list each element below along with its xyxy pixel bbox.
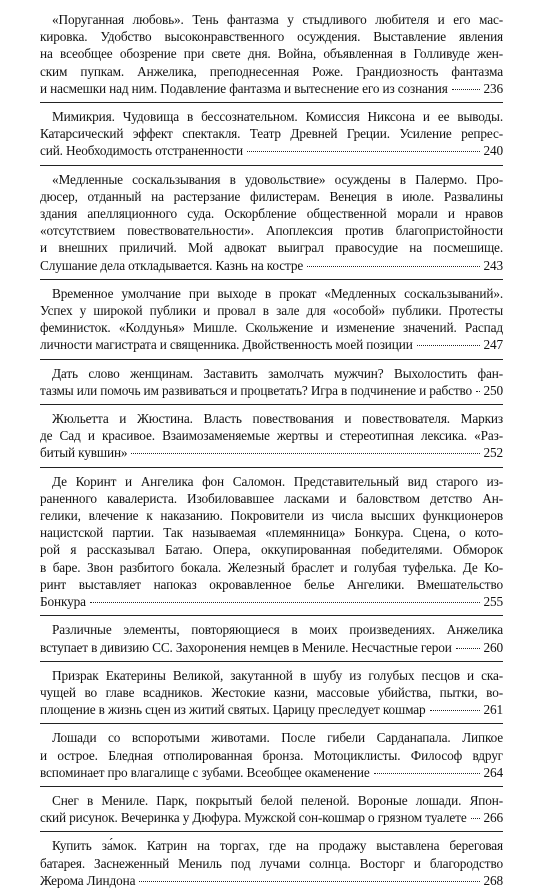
toc-entry-line — [40, 444, 503, 461]
toc-entry-line — [40, 257, 503, 274]
toc-entry-line: де Сад и красивое. Взаимозаменяемые жертвы и стереотипная лексика. «Раз- — [40, 428, 503, 444]
toc-entry[interactable] — [40, 786, 503, 831]
toc-entry-line: Призрак Екатерины Великой, закутанной в шубу из голубых песцов и ска- — [52, 667, 503, 683]
toc-entry-text: сий. Необходимость отстраненности — [40, 143, 243, 159]
toc-entry-line: в баре. Звон разбитого бокала. Железный браслет и голубая туфелька. Де Ко- — [40, 559, 503, 575]
toc-entry-line: и острое. Бледная отполированная бронза. Мотоциклисты. Философ вдруг — [40, 747, 503, 763]
toc-entry-text: площение в жизнь сцен из житий святых. Царицу преследует кошмар — [40, 702, 426, 718]
dot-leader — [307, 266, 479, 267]
toc-entry[interactable] — [40, 165, 503, 279]
page-number: 247 — [483, 337, 503, 353]
dot-leader — [430, 710, 480, 711]
toc-entry-line: Лошади со вспоротыми животами. После гибели Сарданапала. Липкое — [52, 730, 503, 746]
toc-entry-line: «отсутствием повествовательности». Апоплексия против благопристойности — [40, 223, 503, 239]
toc-entry-line: Различные элементы, повторяющиеся в моих произведениях. Анжелика — [52, 622, 503, 638]
toc-entry[interactable] — [40, 102, 503, 165]
toc-entry-line: Временное умолчание при выходе в прокат «Медленных соскальзываний». — [52, 285, 503, 301]
toc-entry-line — [40, 593, 503, 610]
toc-entry-text: вспоминает про влагалище с зубами. Всеобщее окаменение — [40, 764, 370, 780]
toc-entry-line: и внешних приличий. Мой адвокат выиграл правосудие на посмешище. — [40, 240, 503, 256]
toc-entry-line — [40, 142, 503, 159]
toc-entry[interactable] — [40, 359, 503, 404]
toc-entry-line: «Поруганная любовь». Тень фантазма у стыдливого любителя и его мас- — [52, 12, 503, 27]
page-number: 236 — [483, 80, 503, 96]
dot-leader — [476, 391, 479, 392]
toc-entry-text: Слушание дела откладывается. Казнь на костре — [40, 257, 304, 273]
toc-entry-line — [40, 701, 503, 718]
toc-entry-line: рой я рассказывал Батаю. Опера, оккупированная победителями. Обморок — [40, 542, 503, 558]
toc-entry-line: гелики, влечение к наказанию. Покровители из числа высших функционеров — [40, 508, 503, 524]
toc-entry-line: нацистской партии. Так называемая «племянница» Бонкура. Сцена, о кото- — [40, 525, 503, 541]
toc-entry-text: битый кувшин» — [40, 445, 128, 461]
toc-entry-line: Дать слово женщинам. Заставить замолчать мужчин? Выхолостить фан- — [52, 365, 503, 381]
page-number: 268 — [483, 872, 503, 888]
toc-entry-text: личности магистрата и священника. Двойственность моей позиции — [40, 337, 413, 353]
toc-entry-line — [40, 872, 503, 889]
page-number: 264 — [483, 764, 503, 780]
toc-entry-line: феминисток. «Колдунья» Мишле. Скольжение и изменение значений. Распад — [40, 320, 503, 336]
page-number: 266 — [483, 810, 503, 826]
toc-entry[interactable] — [40, 404, 503, 467]
toc-entry-line — [40, 809, 503, 826]
page-number: 243 — [483, 257, 503, 273]
toc-entry-text: и насмешки над ним. Подавление фантазма и вытеснение его из сознания — [40, 80, 448, 96]
toc-entry-text: Бонкура — [40, 594, 86, 610]
toc-entry-line: Мимикрия. Чудовища в бессознательном. Комиссия Никсона и ее выводы. — [52, 109, 503, 125]
toc-entry-line — [40, 639, 503, 656]
toc-entry[interactable] — [40, 615, 503, 660]
toc-entry-line: Жюльетта и Жюстина. Власть повествования и повествователя. Маркиз — [52, 411, 503, 427]
toc-entry-line: батарея. Заснеженный Мениль под лучами солнца. Восторг и благородство — [40, 855, 503, 871]
dot-leader — [456, 648, 480, 649]
toc-entry-line: Успех у широкой публики и провал в зале для «особой» публики. Протесты — [40, 303, 503, 319]
dot-leader — [247, 151, 480, 152]
toc-entry-text: тазмы или помочь им развиваться и процветать? Игра в подчинение и рабство — [40, 382, 473, 398]
toc-entry-text: Жерома Линдона — [40, 872, 136, 888]
toc-entry-line: здания апелляционного суда. Оскорбление общественной морали и нравов — [40, 206, 503, 222]
dot-leader — [452, 89, 480, 90]
page-number: 261 — [483, 702, 503, 718]
toc-entry-line: ринт выставляет напоказ окровавленное белье Ангелики. Вмешательство — [40, 576, 503, 592]
page-number: 252 — [483, 445, 503, 461]
toc-entry-line: раненного кавалериста. Изобиловавшее ласками и баловством детство Ан- — [40, 490, 503, 506]
toc-entry-line — [40, 382, 503, 399]
toc-entry-line: на всеобщее обозрение при свете дня. Война, объявленная в Голливуде жен- — [40, 46, 503, 62]
toc-entry-line: кировка. Удобство высоконравственного осуждения. Выставление явления — [40, 29, 503, 45]
dot-leader — [374, 773, 480, 774]
page-number: 255 — [483, 594, 503, 610]
toc-entry-line: дюсер, отданный на растерзание филистерам. Венеция в июле. Развалины — [40, 188, 503, 204]
toc-entry-line: Катарсический эффект спектакля. Театр Древней Греции. Усиление репрес- — [40, 126, 503, 142]
toc-entry[interactable] — [40, 279, 503, 359]
page-number: 250 — [483, 382, 503, 398]
toc-entry-text: ский рисунок. Вечеринка у Дюфура. Мужской сон-кошмар о грязном туалете — [40, 810, 467, 826]
toc-entry-line: Де Коринт и Ангелика фон Саломон. Представительный вид старого из- — [52, 473, 503, 489]
toc-entry-line: «Медленные соскальзывания в удовольствие» осуждены в Палермо. Про- — [52, 171, 503, 187]
toc-entry[interactable] — [40, 831, 503, 894]
toc-entry-line: ским пупкам. Анжелика, преподнесенная Роже. Грандиозность фантазма — [40, 63, 503, 79]
toc-entry-line — [40, 764, 503, 781]
toc-entry[interactable] — [40, 723, 503, 786]
page-number: 240 — [483, 143, 503, 159]
toc-entry-line: Снег в Мениле. Парк, покрытый белой пеленой. Вороные лошади. Япон- — [52, 792, 503, 808]
dot-leader — [90, 602, 480, 603]
toc-entry[interactable] — [40, 10, 503, 102]
dot-leader — [139, 881, 479, 882]
toc-entry-line: чущей во главе всадников. Жестокие казни, массовые убийства, пытки, во- — [40, 684, 503, 700]
dot-leader — [417, 345, 480, 346]
toc-entry-text: вступает в дивизию СС. Захоронения немцев в Мениле. Несчастные герои — [40, 639, 452, 655]
toc-entry[interactable] — [40, 661, 503, 724]
toc-entry-line: Купить за́мок. Катрин на торгах, где на продажу выставлена береговая — [52, 838, 503, 854]
page-number: 260 — [483, 639, 503, 655]
dot-leader — [471, 818, 480, 819]
toc-entry-line — [40, 336, 503, 353]
toc-entry-line — [40, 80, 503, 97]
toc-entry[interactable] — [40, 467, 503, 616]
dot-leader — [131, 453, 479, 454]
